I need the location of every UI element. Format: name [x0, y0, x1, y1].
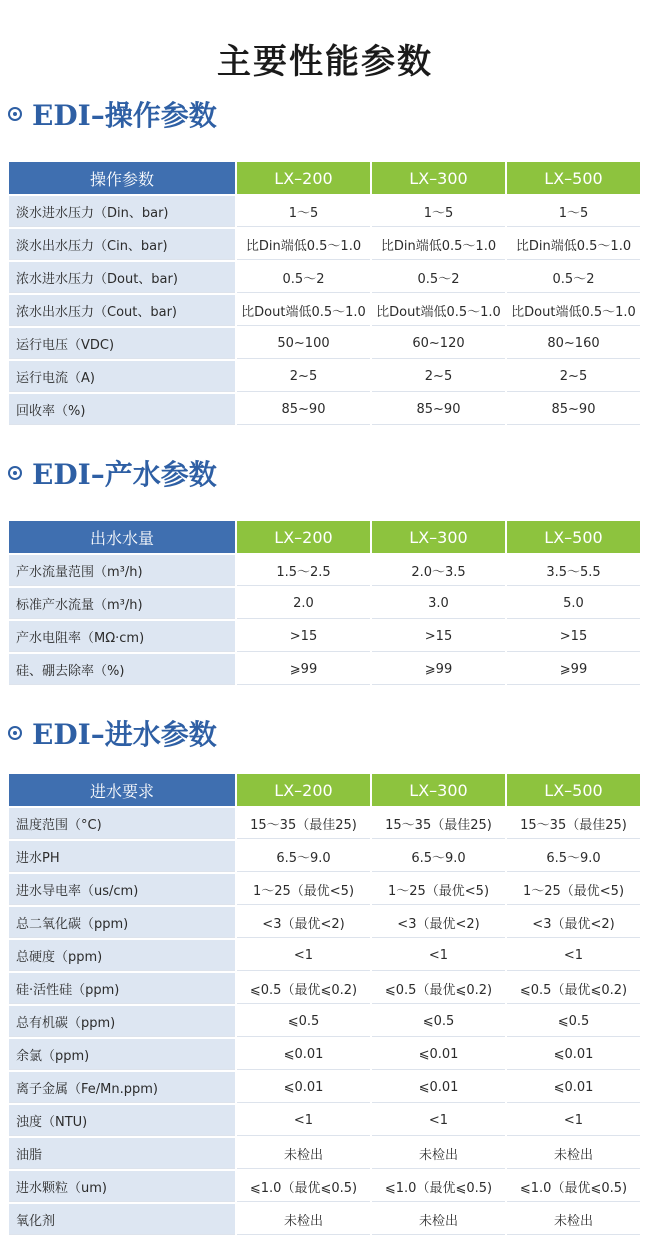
row-value: ⩽0.01 — [372, 1072, 505, 1103]
table-row — [9, 1006, 640, 1037]
table-row — [9, 262, 640, 293]
row-value: 未检出 — [372, 1204, 505, 1235]
row-value: 1～5 — [237, 196, 370, 227]
table-row — [9, 1138, 640, 1169]
row-label: 运行电流（A) — [9, 361, 235, 392]
row-label: 浓水进水压力（Dout、bar) — [9, 262, 235, 293]
header-model: LX–500 — [507, 162, 640, 194]
row-value: 1～5 — [507, 196, 640, 227]
row-value: 0.5～2 — [237, 262, 370, 293]
row-value: 2~5 — [237, 361, 370, 392]
row-value: ⩾99 — [372, 654, 505, 685]
row-value: ⩽0.5（最优⩽0.2) — [507, 973, 640, 1004]
row-value: ⩽0.01 — [237, 1072, 370, 1103]
row-label: 淡水进水压力（Din、bar) — [9, 196, 235, 227]
row-label: 硅、硼去除率（%) — [9, 654, 235, 685]
row-value: 50~100 — [237, 328, 370, 359]
page-title: 主要性能参数 — [217, 42, 433, 82]
table-row — [9, 808, 640, 839]
row-label: 油脂 — [9, 1138, 235, 1169]
table-row — [9, 555, 640, 586]
table-row — [9, 1171, 640, 1202]
row-value: >15 — [372, 621, 505, 652]
row-value: >15 — [507, 621, 640, 652]
circle-bullet-icon — [8, 107, 22, 121]
section-heading-operation — [8, 94, 217, 134]
row-value: 85~90 — [372, 394, 505, 425]
table-row — [9, 841, 640, 872]
row-value: 未检出 — [372, 1138, 505, 1169]
row-label: 氧化剂 — [9, 1204, 235, 1235]
section-heading-inlet — [8, 713, 217, 753]
row-value: <1 — [372, 1105, 505, 1136]
row-value: 3.0 — [372, 588, 505, 619]
table-row — [9, 588, 640, 619]
row-value: 2.0 — [237, 588, 370, 619]
section-title: EDI–产水参数 — [32, 458, 217, 491]
circle-bullet-icon — [8, 466, 22, 480]
table-row — [9, 328, 640, 359]
header-parameter: 进水要求 — [9, 774, 235, 806]
row-value: 2~5 — [507, 361, 640, 392]
header-model: LX–300 — [372, 774, 505, 806]
circle-bullet-icon — [8, 726, 22, 740]
row-value: ⩾99 — [237, 654, 370, 685]
header-parameter: 出水水量 — [9, 521, 235, 553]
row-value: 比Dout端低0.5～1.0 — [237, 295, 370, 326]
header-model: LX–200 — [237, 774, 370, 806]
table-row — [9, 1039, 640, 1070]
row-value: 15～35（最佳25) — [372, 808, 505, 839]
row-value: 1～25（最优<5) — [507, 874, 640, 905]
header-model: LX–200 — [237, 521, 370, 553]
header-model: LX–500 — [507, 521, 640, 553]
table-row — [9, 1072, 640, 1103]
row-value: ⩽0.5 — [237, 1006, 370, 1037]
operation-parameters-table — [7, 160, 642, 427]
row-value: 0.5～2 — [372, 262, 505, 293]
row-label: 总有机碳（ppm) — [9, 1006, 235, 1037]
row-value: <1 — [237, 940, 370, 971]
table-row — [9, 874, 640, 905]
row-value: ⩽0.5（最优⩽0.2) — [237, 973, 370, 1004]
row-label: 浊度（NTU) — [9, 1105, 235, 1136]
row-label: 进水PH — [9, 841, 235, 872]
section-title: EDI–操作参数 — [32, 99, 217, 132]
section-heading-output — [8, 453, 217, 493]
row-value: 0.5～2 — [507, 262, 640, 293]
table-row — [9, 196, 640, 227]
header-model: LX–300 — [372, 162, 505, 194]
row-label: 淡水出水压力（Cin、bar) — [9, 229, 235, 260]
row-label: 总二氧化碳（ppm) — [9, 907, 235, 938]
row-value: 5.0 — [507, 588, 640, 619]
row-label: 运行电压（VDC) — [9, 328, 235, 359]
row-label: 浓水出水压力（Cout、bar) — [9, 295, 235, 326]
row-value: 3.5～5.5 — [507, 555, 640, 586]
row-value: 60~120 — [372, 328, 505, 359]
row-value: <3（最优<2) — [372, 907, 505, 938]
table-row — [9, 361, 640, 392]
table-row — [9, 654, 640, 685]
row-value: ⩾99 — [507, 654, 640, 685]
row-value: 1～5 — [372, 196, 505, 227]
row-value: ⩽0.01 — [507, 1039, 640, 1070]
row-value: 未检出 — [237, 1138, 370, 1169]
row-value: 6.5～9.0 — [372, 841, 505, 872]
row-label: 回收率（%) — [9, 394, 235, 425]
row-value: <1 — [507, 1105, 640, 1136]
row-label: 温度范围（°C) — [9, 808, 235, 839]
row-value: 比Din端低0.5～1.0 — [237, 229, 370, 260]
row-label: 产水电阻率（MΩ·cm) — [9, 621, 235, 652]
row-value: <1 — [507, 940, 640, 971]
row-value: ⩽0.5 — [372, 1006, 505, 1037]
header-model: LX–500 — [507, 774, 640, 806]
table-row — [9, 295, 640, 326]
row-label: 产水流量范围（m³/h) — [9, 555, 235, 586]
table-row — [9, 1105, 640, 1136]
row-value: 2.0～3.5 — [372, 555, 505, 586]
row-value: 80~160 — [507, 328, 640, 359]
row-label: 进水颗粒（um) — [9, 1171, 235, 1202]
row-value: 15～35（最佳25) — [507, 808, 640, 839]
section-title: EDI–进水参数 — [32, 718, 217, 751]
row-value: 1～25（最优<5) — [372, 874, 505, 905]
row-value: 6.5～9.0 — [237, 841, 370, 872]
table-row — [9, 621, 640, 652]
row-value: <1 — [372, 940, 505, 971]
table-row — [9, 1204, 640, 1235]
row-value: 85~90 — [507, 394, 640, 425]
row-value: ⩽0.01 — [507, 1072, 640, 1103]
table-row — [9, 940, 640, 971]
row-label: 标准产水流量（m³/h) — [9, 588, 235, 619]
row-value: ⩽1.0（最优⩽0.5) — [237, 1171, 370, 1202]
header-parameter: 操作参数 — [9, 162, 235, 194]
row-value: ⩽0.5（最优⩽0.2) — [372, 973, 505, 1004]
table-row — [9, 907, 640, 938]
row-value: 6.5～9.0 — [507, 841, 640, 872]
row-label: 余氯（ppm) — [9, 1039, 235, 1070]
row-value: 85~90 — [237, 394, 370, 425]
header-model: LX–200 — [237, 162, 370, 194]
row-value: 比Dout端低0.5～1.0 — [372, 295, 505, 326]
row-label: 硅·活性硅（ppm) — [9, 973, 235, 1004]
row-value: <3（最优<2) — [237, 907, 370, 938]
table-header-row — [9, 774, 640, 806]
row-value: >15 — [237, 621, 370, 652]
row-value: <1 — [237, 1105, 370, 1136]
row-value: 1.5～2.5 — [237, 555, 370, 586]
row-value: 15～35（最佳25) — [237, 808, 370, 839]
output-parameters-table — [7, 519, 642, 687]
row-label: 进水导电率（us/cm) — [9, 874, 235, 905]
row-value: ⩽0.5 — [507, 1006, 640, 1037]
row-value: 未检出 — [507, 1204, 640, 1235]
row-value: ⩽0.01 — [372, 1039, 505, 1070]
table-row — [9, 394, 640, 425]
row-value: 比Din端低0.5～1.0 — [507, 229, 640, 260]
row-value: ⩽1.0（最优⩽0.5) — [507, 1171, 640, 1202]
table-header-row — [9, 162, 640, 194]
table-row — [9, 229, 640, 260]
row-value: 未检出 — [507, 1138, 640, 1169]
table-row — [9, 973, 640, 1004]
inlet-parameters-table — [7, 772, 642, 1237]
row-value: ⩽0.01 — [237, 1039, 370, 1070]
row-value: 比Dout端低0.5～1.0 — [507, 295, 640, 326]
header-model: LX–300 — [372, 521, 505, 553]
row-value: <3（最优<2) — [507, 907, 640, 938]
row-label: 离子金属（Fe/Mn.ppm) — [9, 1072, 235, 1103]
row-value: ⩽1.0（最优⩽0.5) — [372, 1171, 505, 1202]
row-label: 总硬度（ppm) — [9, 940, 235, 971]
table-header-row — [9, 521, 640, 553]
row-value: 比Din端低0.5～1.0 — [372, 229, 505, 260]
row-value: 2~5 — [372, 361, 505, 392]
row-value: 1～25（最优<5) — [237, 874, 370, 905]
row-value: 未检出 — [237, 1204, 370, 1235]
